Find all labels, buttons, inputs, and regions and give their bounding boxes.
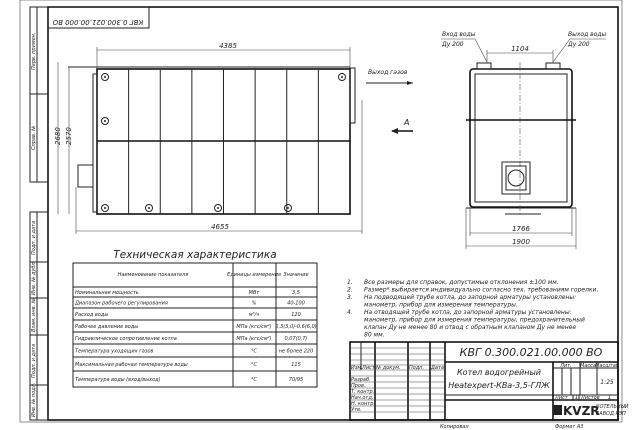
scale-label: Масштаб — [595, 363, 619, 369]
front-view — [54, 42, 413, 234]
col-header: № докум. — [376, 365, 401, 371]
row-name: Расход воды — [75, 312, 109, 318]
role-label: Т. контр. — [351, 389, 375, 395]
dim-4385: 4385 — [219, 42, 237, 50]
row-units: МПа (кгс/см²) — [236, 336, 272, 342]
dim-4655: 4655 — [211, 223, 229, 231]
code-stamp-text: КВГ 0.300.021.00.000 ВО — [52, 18, 144, 26]
dim-1766: 1766 — [512, 225, 530, 233]
sheet-label: Лист — [555, 395, 568, 401]
strip-label: Инв. № дубл. — [31, 260, 37, 295]
specs-title: Техническая характеристика — [113, 249, 277, 261]
sheets-value: 1 — [608, 395, 612, 401]
row-value: 0,07(0,7) — [284, 336, 308, 342]
lit-label: Лит. — [560, 363, 572, 369]
row-value: 70/95 — [288, 377, 304, 383]
side-view — [441, 31, 606, 249]
row-units: % — [251, 300, 257, 307]
strip-label: Взам. инв. № — [31, 298, 37, 332]
note-text: клапан Ду не менее 80 и отвод с обратным клапаном Ду не менее — [364, 324, 577, 331]
note-text: На отводящей трубе котла, до запорной арматуры установлены: — [364, 309, 572, 316]
svg-text:КОТЕЛЬНЫЙ: КОТЕЛЬНЫЙ — [596, 404, 629, 410]
row-value: 40-100 — [287, 300, 305, 307]
notes — [347, 279, 598, 339]
note-number: 3. — [347, 294, 353, 301]
title-name-line1: Котел водогрейный — [457, 368, 541, 377]
col-header: Изм. — [351, 365, 363, 371]
flange-icon — [102, 118, 109, 125]
svg-text:ЗАВОД РЭП: ЗАВОД РЭП — [596, 411, 626, 417]
flange-icon — [215, 205, 222, 212]
water-inlet-label: Вход воды — [442, 31, 476, 38]
role-label: Разраб. — [351, 377, 371, 383]
row-value: 120 — [291, 312, 301, 318]
footer-copied: Копировал — [440, 424, 469, 430]
table-row — [73, 336, 317, 344]
row-value: 3,5 — [292, 290, 300, 296]
note-text: Размер* выбирается индивидуально согласно тех. требованиям горелки. — [364, 286, 599, 294]
note-text: манометр, прибор для измерения температуры, предохранительный — [364, 316, 585, 324]
sheets-label: Листов — [581, 395, 600, 401]
footer-format: Формат А3 — [555, 424, 584, 430]
specs-table — [73, 249, 317, 387]
role-label: Н. контр. — [351, 401, 375, 407]
role-label: Утв. — [351, 407, 362, 413]
header-units: Единицы измерения — [227, 272, 281, 278]
side-strip — [30, 7, 48, 420]
flange-icon — [102, 74, 109, 81]
col-header: Дата — [431, 365, 444, 371]
note-text: На подводящей трубе котла, до запорной арматуры установлены: — [364, 294, 577, 301]
dim-1900: 1900 — [512, 238, 530, 246]
strip-label: Справ. № — [31, 125, 37, 150]
flange-icon — [102, 205, 109, 212]
table-row — [73, 312, 317, 320]
sheet-value: 1 — [575, 395, 579, 401]
role-label: Нач.отд. — [351, 395, 374, 401]
note-number: 1. — [347, 279, 353, 286]
dim-2570: 2570 — [65, 127, 73, 145]
dim-1104: 1104 — [511, 45, 529, 53]
role-label: Пров. — [351, 383, 366, 389]
header-value: Значение — [283, 272, 309, 278]
row-value: 0,3(3,0)-0,6(6,0) — [275, 324, 317, 330]
gas-outlet-label: Выход газов — [368, 69, 408, 76]
table-row — [73, 377, 317, 387]
row-units: °С — [251, 348, 257, 355]
row-name: Гидравлическое сопротивление котла — [75, 336, 177, 342]
svg-text:KVZR: KVZR — [563, 404, 600, 418]
table-row — [73, 349, 317, 358]
row-value: 115 — [291, 362, 301, 368]
mass-label: Масса — [580, 363, 596, 369]
row-units: м³/ч — [248, 312, 260, 318]
flange-icon — [285, 205, 292, 212]
water-outlet-label: Выход воды — [568, 31, 607, 38]
row-units: МВт — [248, 290, 260, 296]
scale-value: 1:25 — [600, 379, 614, 386]
strip-label: Подп. и дата — [31, 343, 37, 378]
dim-2680: 2680 — [54, 127, 62, 145]
row-value: не более 220 — [278, 348, 314, 355]
note-number: 4. — [347, 309, 353, 316]
row-name: Диапазон рабочего регулирования — [75, 300, 168, 307]
water-outlet-dn: Ду 200 — [568, 41, 590, 48]
header-name: Наименование показателя — [117, 272, 189, 278]
row-units: °С — [251, 362, 257, 368]
table-row — [73, 324, 317, 332]
note-number: 2. — [347, 286, 353, 294]
strip-label: Подп. и дата — [31, 220, 37, 255]
water-inlet-dn: Ду 200 — [442, 41, 464, 48]
flange-icon — [339, 74, 346, 81]
table-row — [73, 362, 317, 371]
flange-icon — [146, 205, 153, 212]
title-name-line2: Heatexpert-КВа-3,5-ГЛЖ — [448, 381, 550, 390]
company-logo — [553, 403, 629, 418]
table-row — [73, 301, 317, 309]
strip-label: Перв. примен. — [31, 32, 37, 70]
row-name: Температура воды (вход/выход) — [75, 377, 161, 383]
col-header: Лист — [362, 365, 375, 371]
note-text: 80 мм. — [364, 331, 385, 339]
row-units: МПа (кгс/см²) — [236, 324, 272, 330]
note-text: Все размеры для справок, допустимые отклонения ±100 мм. — [364, 279, 559, 286]
title-block — [350, 342, 629, 420]
row-name: Номинальная мощность — [75, 290, 139, 296]
view-a-label: A — [404, 118, 410, 127]
row-units: °С — [251, 377, 257, 383]
title-code: КВГ 0.300.021.00.000 ВО — [459, 346, 603, 359]
row-name: Рабочее давление воды — [75, 324, 139, 330]
table-row — [73, 290, 317, 297]
row-name: Температура уходящих газов — [75, 348, 154, 355]
strip-label: Инв. № подл. — [31, 382, 37, 417]
note-text: манометр, прибор для измерения температуры. — [364, 301, 518, 309]
row-name: Максимальная рабочая температура воды — [75, 362, 188, 368]
col-header: Подп. — [409, 365, 425, 371]
